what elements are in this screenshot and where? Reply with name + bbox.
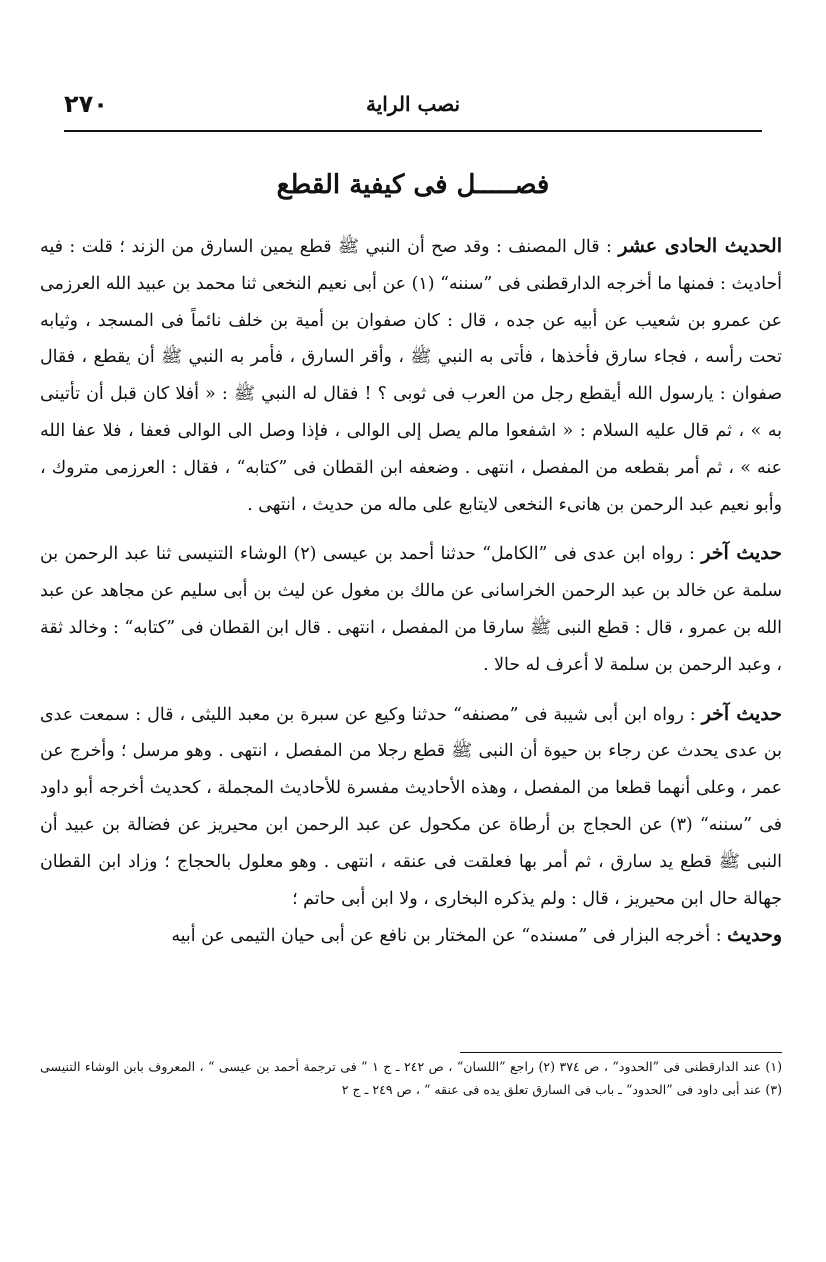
- paragraph-hadith-11: [40, 228, 782, 523]
- footnotes: [40, 1055, 782, 1101]
- paragraph-lead: وحديث: [727, 924, 782, 947]
- paragraph-text: : أخرجه البزار فى ”مسنده“ عن المختار بن نافع عن أبى حيان التيمى عن أبيه: [171, 926, 722, 947]
- header-rule: [64, 130, 762, 132]
- page-header: [64, 88, 762, 128]
- page-number: ٢٧٠: [64, 90, 108, 118]
- main-text: [40, 228, 782, 955]
- paragraph-lead: الحديث الحادى عشر: [618, 235, 782, 257]
- footnote-rule: [460, 1052, 782, 1053]
- section-heading: فصـــــل فى كيفية القطع: [276, 170, 550, 200]
- paragraph-lead: حديث آخر: [701, 702, 782, 725]
- paragraph-text: : رواه ابن أبى شيبة فى ”مصنفه“ حدثنا وكيع عن سبرة بن معبد الليثى ، قال : سمعت عدى بن عدى يحدث عن رجاء بن حيوة أن النبى ﷺ قطع رجلا من المفصل ، انتهى . وهو مرسل ؛ وأخرج عن عمر ، وعلى أنهما قطعا من المفصل ، وهذه الأحاديث مفسرة للأحاديث المجملة ، كحديث أخرجه أبو داود فى ”سننه“ (٣) عن الحجاج بن أرطاة عن مكحول عن عبد الرحمن ابن محيريز عن فضالة بن عبيد أن النبى ﷺ قطع يد سارق ، ثم أمر بها فعلقت فى عنقه ، انتهى . وهو معلول بالحجاج ؛ وزاد ابن القطان جهالة حال ابن محيريز ، قال : ولم يذكره البخارى ، ولا ابن أبى حاتم ؛: [40, 704, 782, 909]
- paragraph-hadith-other-1: [40, 535, 782, 683]
- paragraph-text: : رواه ابن عدى فى ”الكامل“ حدثنا أحمد بن عيسى (٢) الوشاء التنيسى ثنا عبد الرحمن بن سلمة عن خالد بن عبد الرحمن الخراسانى عن مالك بن مغول عن ليث بن أبى سليم عن مجاهد عن عبد الله بن عمرو ، قال : قطع النبى ﷺ سارقا من المفصل ، انتهى . قال ابن القطان فى ”كتابه“ : وخالد ثقة ، وعبد الرحمن بن سلمة لا أعرف له حالا .: [40, 544, 782, 675]
- footnote-text: (١) عند الدارقطنى فى ”الحدود“ ، ص ٣٧٤ (٢) راجع ”اللسان“ ، ص ٢٤٢ ـ ج ١ ” فى ترجمة أحمد بن عيسى “ ، المعروف بابن الوشاء التنيسى (٣) عند أبى داود فى ”الحدود“ ـ باب فى السارق تعلق يده فى عنقه “ ، ص ٢٤٩ ـ ج ٢: [40, 1059, 782, 1097]
- paragraph-text: : قال المصنف : وقد صح أن النبي ﷺ قطع يمين السارق من الزند ؛ قلت : فيه أحاديث : فمنها ما أخرجه الدارقطنى فى ”سننه“ (١) عن أبى نعيم النخعى ثنا محمد بن عبيد الله العرزمى عن عمرو بن شعيب عن أبيه عن جده ، قال : كان صفوان بن أمية بن خلف نائماً فى المسجد ، وثيابه تحت رأسه ، فجاء سارق فأخذها ، فأتى به النبي ﷺ ، وأقر السارق ، فأمر به النبي ﷺ أن يقطع ، فقال صفوان : يارسول الله أيقطع رجل من العرب فى ثوبى ؟ ! فقال له النبي ﷺ : « أفلا كان قبل أن تأتينى به » ، ثم قال عليه السلام : « اشفعوا مالم يصل إلى الوالى ، فإذا وصل الى الوالى فعفا ، فلا عفا الله عنه » ، ثم أمر بقطعه من المفصل ، انتهى . وضعفه ابن القطان فى ”كتابه“ ، فقال : العرزمى متروك ، وأبو نعيم عبد الرحمن بن هانىء النخعى لايتابع على ماله من حديث ، انتهى .: [40, 237, 782, 515]
- paragraph-hadith-other-2: [40, 696, 782, 918]
- paragraph-lead: حديث آخر: [701, 542, 782, 565]
- running-title: نصب الراية: [365, 92, 461, 116]
- paragraph-hadith-bazzar: [40, 917, 782, 955]
